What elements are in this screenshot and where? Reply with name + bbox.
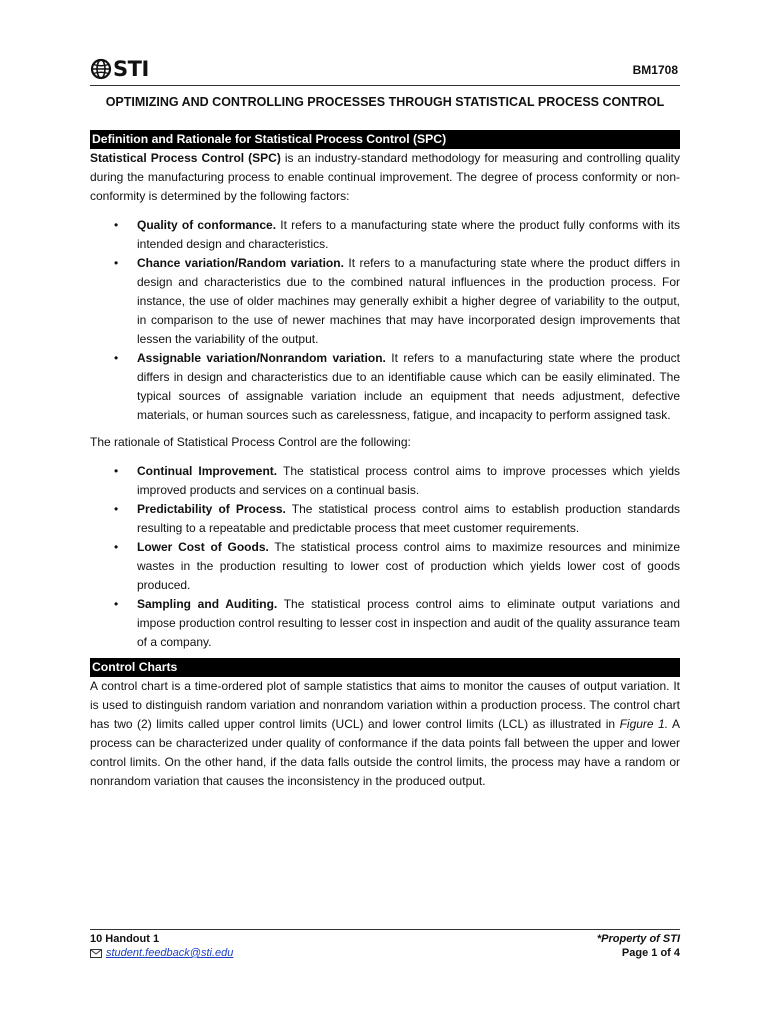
rationale-text: The statistical process control aims to eliminate output variations and impose production control resulting to lesser cost in inspection and audit of the quality assurance team of a company.	[137, 597, 681, 649]
list-item	[90, 216, 680, 254]
bullet: •	[114, 218, 119, 232]
document-title: OPTIMIZING AND CONTROLLING PROCESSES THROUGH STATISTICAL PROCESS CONTROL	[105, 95, 665, 109]
bullet: •	[114, 256, 119, 270]
document-body	[90, 130, 680, 791]
envelope-icon	[90, 949, 102, 958]
rationale-term: Predictability of Process.	[137, 502, 286, 516]
rationale-text: The statistical process control aims to maximize resources and minimize wastes in the production resulting to lower cost of production which yields lower cost of goods produced.	[137, 540, 680, 592]
control-charts-paragraph	[90, 677, 680, 791]
rationale-text: The statistical process control aims to establish production standards resulting to a repeatable and predictable process that meet customer requirements.	[137, 502, 681, 535]
logo-text: STI	[113, 57, 149, 81]
list-item	[90, 500, 680, 538]
property-notice: *Property of STI	[596, 933, 680, 945]
factor-text: It refers to a manufacturing state where the product differs in design and characteristics due to an identifiable cause which can be easily eliminated. The typical sources of assignable variation include an equipment that needs adjustment, defective materials, or human sources such as carelessness, fatigue, and incapacity to perform assigned task.	[137, 351, 681, 422]
header-rule	[90, 85, 680, 86]
list-item	[90, 254, 680, 349]
list-item	[90, 595, 680, 652]
document-code: BM1708	[632, 63, 678, 77]
factor-list	[90, 216, 680, 425]
bullet: •	[114, 351, 119, 365]
feedback-email-link[interactable]: student.feedback@sti.edu	[106, 947, 234, 959]
section-heading-control-charts: Control Charts	[90, 658, 680, 677]
rationale-term: Sampling and Auditing.	[137, 597, 278, 611]
control-charts-text-1: A control chart is a time-ordered plot of sample statistics that aims to monitor the causes of output variation. It is used to distinguish random variation and nonrandom variation within a production process. The control chart has two (2) limits called upper control limits (UCL) and lower control limits (LCL) as illustrated in	[90, 679, 680, 731]
figure-reference: Figure 1.	[619, 717, 669, 731]
spc-definition-paragraph	[90, 149, 680, 206]
control-charts-text-2: A process can be characterized under quality of conformance if the data points fall between the upper and lower control limits. On the other hand, if the data falls outside the control limits, the process may have a random or nonrandom variation that causes the inconsistency in the produced output.	[90, 717, 680, 788]
sti-logo	[90, 56, 149, 82]
bullet: •	[114, 464, 119, 478]
bullet: •	[114, 540, 119, 554]
list-item	[90, 538, 680, 595]
footer-rule	[90, 929, 680, 930]
page-number: Page 1 of 4	[621, 947, 680, 959]
list-item	[90, 462, 680, 500]
factor-text: It refers to a manufacturing state where the product differs in design and characteristics due to the combined natural influences in the production process. For instance, the use of older machines may generally exhibit a higher degree of variability to the output, in comparison to the use of newer machines that may have incorporated design improvements that lessen the variability of the output.	[137, 256, 680, 346]
rationale-intro: The rationale of Statistical Process Control are the following:	[90, 435, 411, 449]
factor-text: It refers to a manufacturing state where the product fully conforms with its intended design and characteristics.	[137, 218, 680, 251]
rationale-term: Lower Cost of Goods.	[137, 540, 269, 554]
factor-term: Assignable variation/Nonrandom variation.	[137, 351, 386, 365]
list-item	[90, 349, 680, 425]
rationale-text: The statistical process control aims to improve processes which yields improved products and services on a continual basis.	[137, 464, 680, 497]
section-heading-spc: Definition and Rationale for Statistical Process Control (SPC)	[90, 130, 680, 149]
factor-term: Chance variation/Random variation.	[137, 256, 344, 270]
feedback-contact	[90, 947, 233, 959]
rationale-term: Continual Improvement.	[137, 464, 278, 478]
spc-term: Statistical Process Control (SPC)	[90, 151, 281, 165]
bullet: •	[114, 502, 119, 516]
bullet: •	[114, 597, 119, 611]
globe-icon	[90, 58, 112, 80]
handout-label: 10 Handout 1	[90, 933, 160, 945]
factor-term: Quality of conformance.	[137, 218, 277, 232]
spc-definition-text: is an industry-standard methodology for measuring and controlling quality during the manufacturing process to enable continual improvement. The degree of process conformity or non-conformity is determined by the following factors:	[90, 151, 680, 203]
rationale-list	[90, 462, 680, 652]
